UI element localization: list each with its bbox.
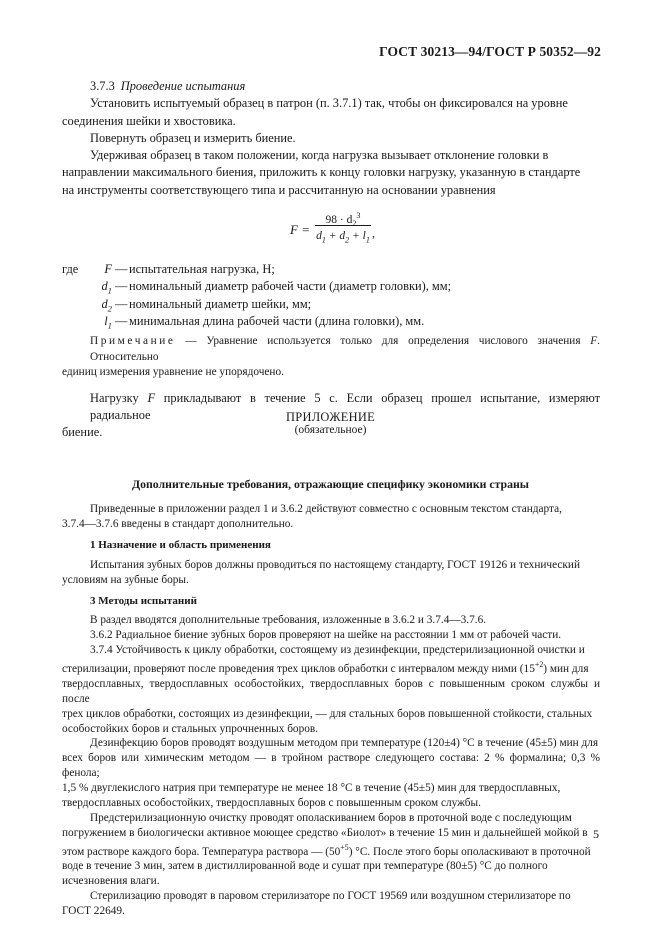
note-label: Примечание [90,335,176,348]
section-1-heading: 1 Назначение и область применения [90,538,271,551]
appendix-body [62,502,600,919]
disinfection-line2: всех боров или химическим методом — в тройном растворе следующего состава: 2 % формалина; 0,3 % фенола; [62,752,600,780]
disinfection-paragraph: Дезинфекцию боров проводят воздушным методом при температуре (120±4) °С в течение (45±5) мин для [90,737,599,750]
equation-fraction [315,203,371,250]
paragraph-load-cont: биение. [62,425,103,440]
paragraph-load: Нагрузку F прикладывают в течение 5 с. Если образец прошел испытание, измеряют радиальное [90,390,601,423]
appendix-intro: Приведенные в приложении раздел 1 и 3.6.2 действуют совместно с основным текстом стандарта, [90,503,562,515]
disinfection-line4: твердосплавных особостойких, твердосплавных боров с повышенным сроком службы. [62,797,481,810]
paragraph-install: Установить испытуемый образец в патрон (п. 3.7.1) так, чтобы он фиксировался на уровне [90,96,568,111]
paragraph-install-cont: соединения шейки и хвостовика. [62,113,236,128]
section-3-7-3 [62,78,601,442]
section-1-text: Испытания зубных боров должны проводиться по настоящему стандарту, ГОСТ 19126 и технический [90,558,580,571]
paragraph-rotate: Повернуть образец и измерить биение. [90,130,296,145]
note-paragraph: Примечание — Уравнение используется только для определения числового значения F. Относительно [90,335,600,363]
section-1-text-cont: условиям на зубные боры. [62,573,189,586]
paragraph-hold-line2: направлении максимального биения, приложить к концу головки нагрузку, указанную в стандарте [62,165,581,180]
load-equation: F = $\frac{98 \cdot d_2^3}{d_1 + d_2 + l_1}$ , [90,203,600,259]
appendix-heading: Дополнительные требования, отражающие специфику экономики страны [131,477,530,491]
clause-3-7-4-line5: особостойких боров и стальных упрочненных боров. [62,722,319,735]
equation-numerator: $98 \cdot d_2^3$ [315,203,371,226]
appendix-title: ПРИЛОЖЕНИЕ [286,410,375,424]
variable-definitions [62,261,600,330]
definition-row: $d_2$ — номинальный диаметр шейки, мм; [101,296,312,314]
clause-3-7-4-line2: стерилизации, проверяют после проведения трех циклов обработки с интервалом между ними $(15^{+2})$ мин для [62,660,589,675]
definition-row: где F — испытательная нагрузка, Н; [62,262,275,277]
clause-3-7-4-line4: трех циклов обработки, состоящих из дезинфекции, — для стальных боров повышенной стойкости, стальных [62,707,593,720]
precleaning-line5: исчезновения влаги. [62,875,160,888]
precleaning-line4: воде в течение 3 мин, затем в дистиллированной воде и сушат при температуре (80±5) °С до полного [62,860,548,873]
clause-3-7-4-line3: твердосплавных, твердосплавных особостойких, твердосплавных боров с повышенным сроком службы и после [62,677,600,705]
section-title: Проведение испытания [120,79,246,93]
section-3-intro: В раздел вводятся дополнительные требования, изложенные в 3.6.2 и 3.7.4—3.7.6. [90,614,487,627]
note-paragraph-cont: единиц измерения уравнение не упорядочено. [62,366,284,379]
appendix-intro-cont: 3.7.4—3.7.6 введены в стандарт дополнительно. [62,517,294,530]
precleaning-paragraph: Предстерилизационную очистку проводят ополаскиванием боров в проточной воде с последующим [90,811,572,824]
page-number: 5 [593,827,599,841]
section-heading: 3.7.3 Проведение испытания [90,79,246,93]
sterilization-line2: ГОСТ 22649. [62,905,125,918]
paragraph-hold-line3: на инструменты соответствующего типа и рассчитанную на основании уравнения [62,182,496,197]
appendix-subtitle: (обязательное) [294,424,367,436]
equation-denominator: $d_1 + d_2 + l_1$ [316,230,370,245]
equation-lhs: F = [290,222,310,238]
clause-3-7-4: 3.7.4 Устойчивость к циклу обработки, состоящему из дезинфекции, предстерилизационной очистки и [90,644,585,657]
disinfection-line3: 1,5 % двуглекислого натрия при температуре не менее 18 °С в течение (45±5) мин для твердосплавных, [62,782,561,795]
precleaning-line2: погружением в биологически активное моющее средство «Биолот» в течение 15 мин и дальнейшей мойкой в [62,826,588,839]
definition-row: $l_1$ — минимальная длина рабочей части (длина головки), мм. [104,313,425,331]
sterilization-paragraph: Стерилизацию проводят в паровом стерилизаторе по ГОСТ 19569 или воздушном стерилизаторе по [90,890,571,903]
clause-3-6-2: 3.6.2 Радиальное биение зубных боров проверяют на шейке на расстоянии 1 мм от рабочей части. [90,629,562,642]
paragraph-hold: Удерживая образец в таком положении, когда нагрузка вызывает отклонение головки в [90,148,549,163]
definition-row: $d_1$ — номинальный диаметр рабочей части (диаметр головки), мм; [101,279,452,296]
precleaning-line3: этом растворе каждого бора. Температура раствора — $(50^{+5})$ °С. После этого боры ополаскивают в проточной [62,842,591,858]
section-3-heading: 3 Методы испытаний [90,594,197,607]
document-header: ГОСТ 30213—94/ГОСТ Р 50352—92 [379,44,601,59]
